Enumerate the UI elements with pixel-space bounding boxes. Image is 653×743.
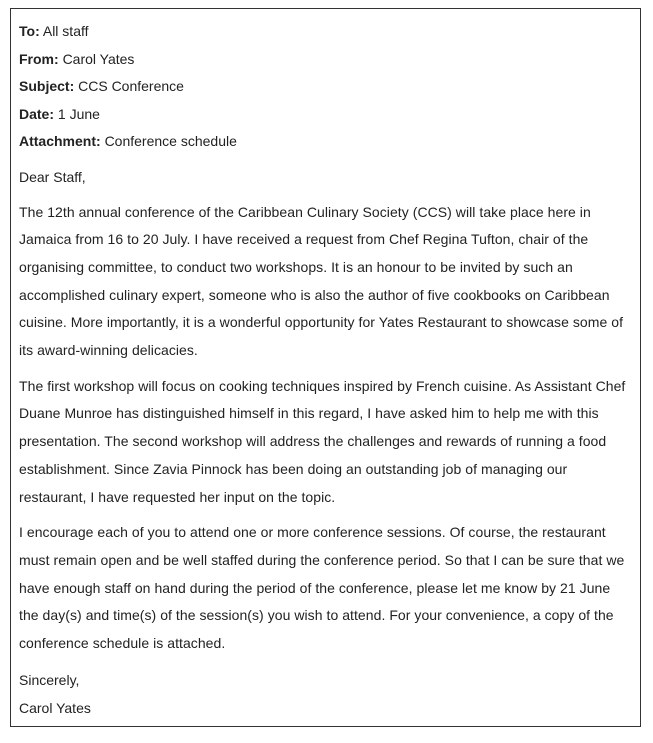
attachment-label: Attachment:	[19, 133, 101, 149]
subject-value: CCS Conference	[78, 78, 184, 94]
to-value: All staff	[42, 23, 89, 39]
attachment-line	[19, 128, 632, 156]
paragraph-attendance: I encourage each of you to attend one or more conference sessions. Of course, the restaurant must remain open and be well staffed during the conference period. So that I can be sure that we have enough staff on hand during the period of the conference, please let me know by 21 June the day(s) and time(s) of the session(s) you wish to attend. For your convenience, a copy of the conference schedule is attached.	[19, 524, 625, 652]
memo-document	[10, 8, 641, 727]
from-line	[19, 46, 632, 74]
date-line	[19, 101, 632, 129]
paragraph-conference: The 12th annual conference of the Caribbean Culinary Society (CCS) will take place here in Jamaica from 16 to 20 July. I have received a request from Chef Regina Tufton, chair of the organising committee, to conduct two workshops. It is an honour to be invited by such an accomplished culinary expert, someone who is also the author of five cookbooks on Caribbean cuisine. More importantly, it is a wonderful opportunity for Yates Restaurant to showcase some of its award-winning delicacies.	[19, 203, 624, 359]
paragraph-workshops: The first workshop will focus on cooking techniques inspired by French cuisine. As Assistant Chef Duane Munroe has distinguished himself in this regard, I have asked him to help me with this presentation. The second workshop will address the challenges and rewards of running a food establishment. Since Zavia Pinnock has been doing an outstanding job of managing our restaurant, I have requested her input on the topic.	[19, 377, 626, 505]
to-line	[19, 18, 632, 46]
salutation: Dear Staff,	[19, 168, 86, 185]
signature: Carol Yates	[19, 699, 91, 716]
from-label: From:	[19, 50, 59, 67]
from-value: Carol Yates	[62, 50, 135, 67]
date-value: 1 June	[57, 105, 100, 122]
date-label: Date:	[19, 105, 55, 122]
closing: Sincerely,	[19, 671, 80, 688]
attachment-value: Conference schedule	[104, 133, 237, 149]
subject-label: Subject:	[19, 78, 75, 94]
to-label: To:	[19, 23, 40, 39]
subject-line	[19, 73, 632, 101]
